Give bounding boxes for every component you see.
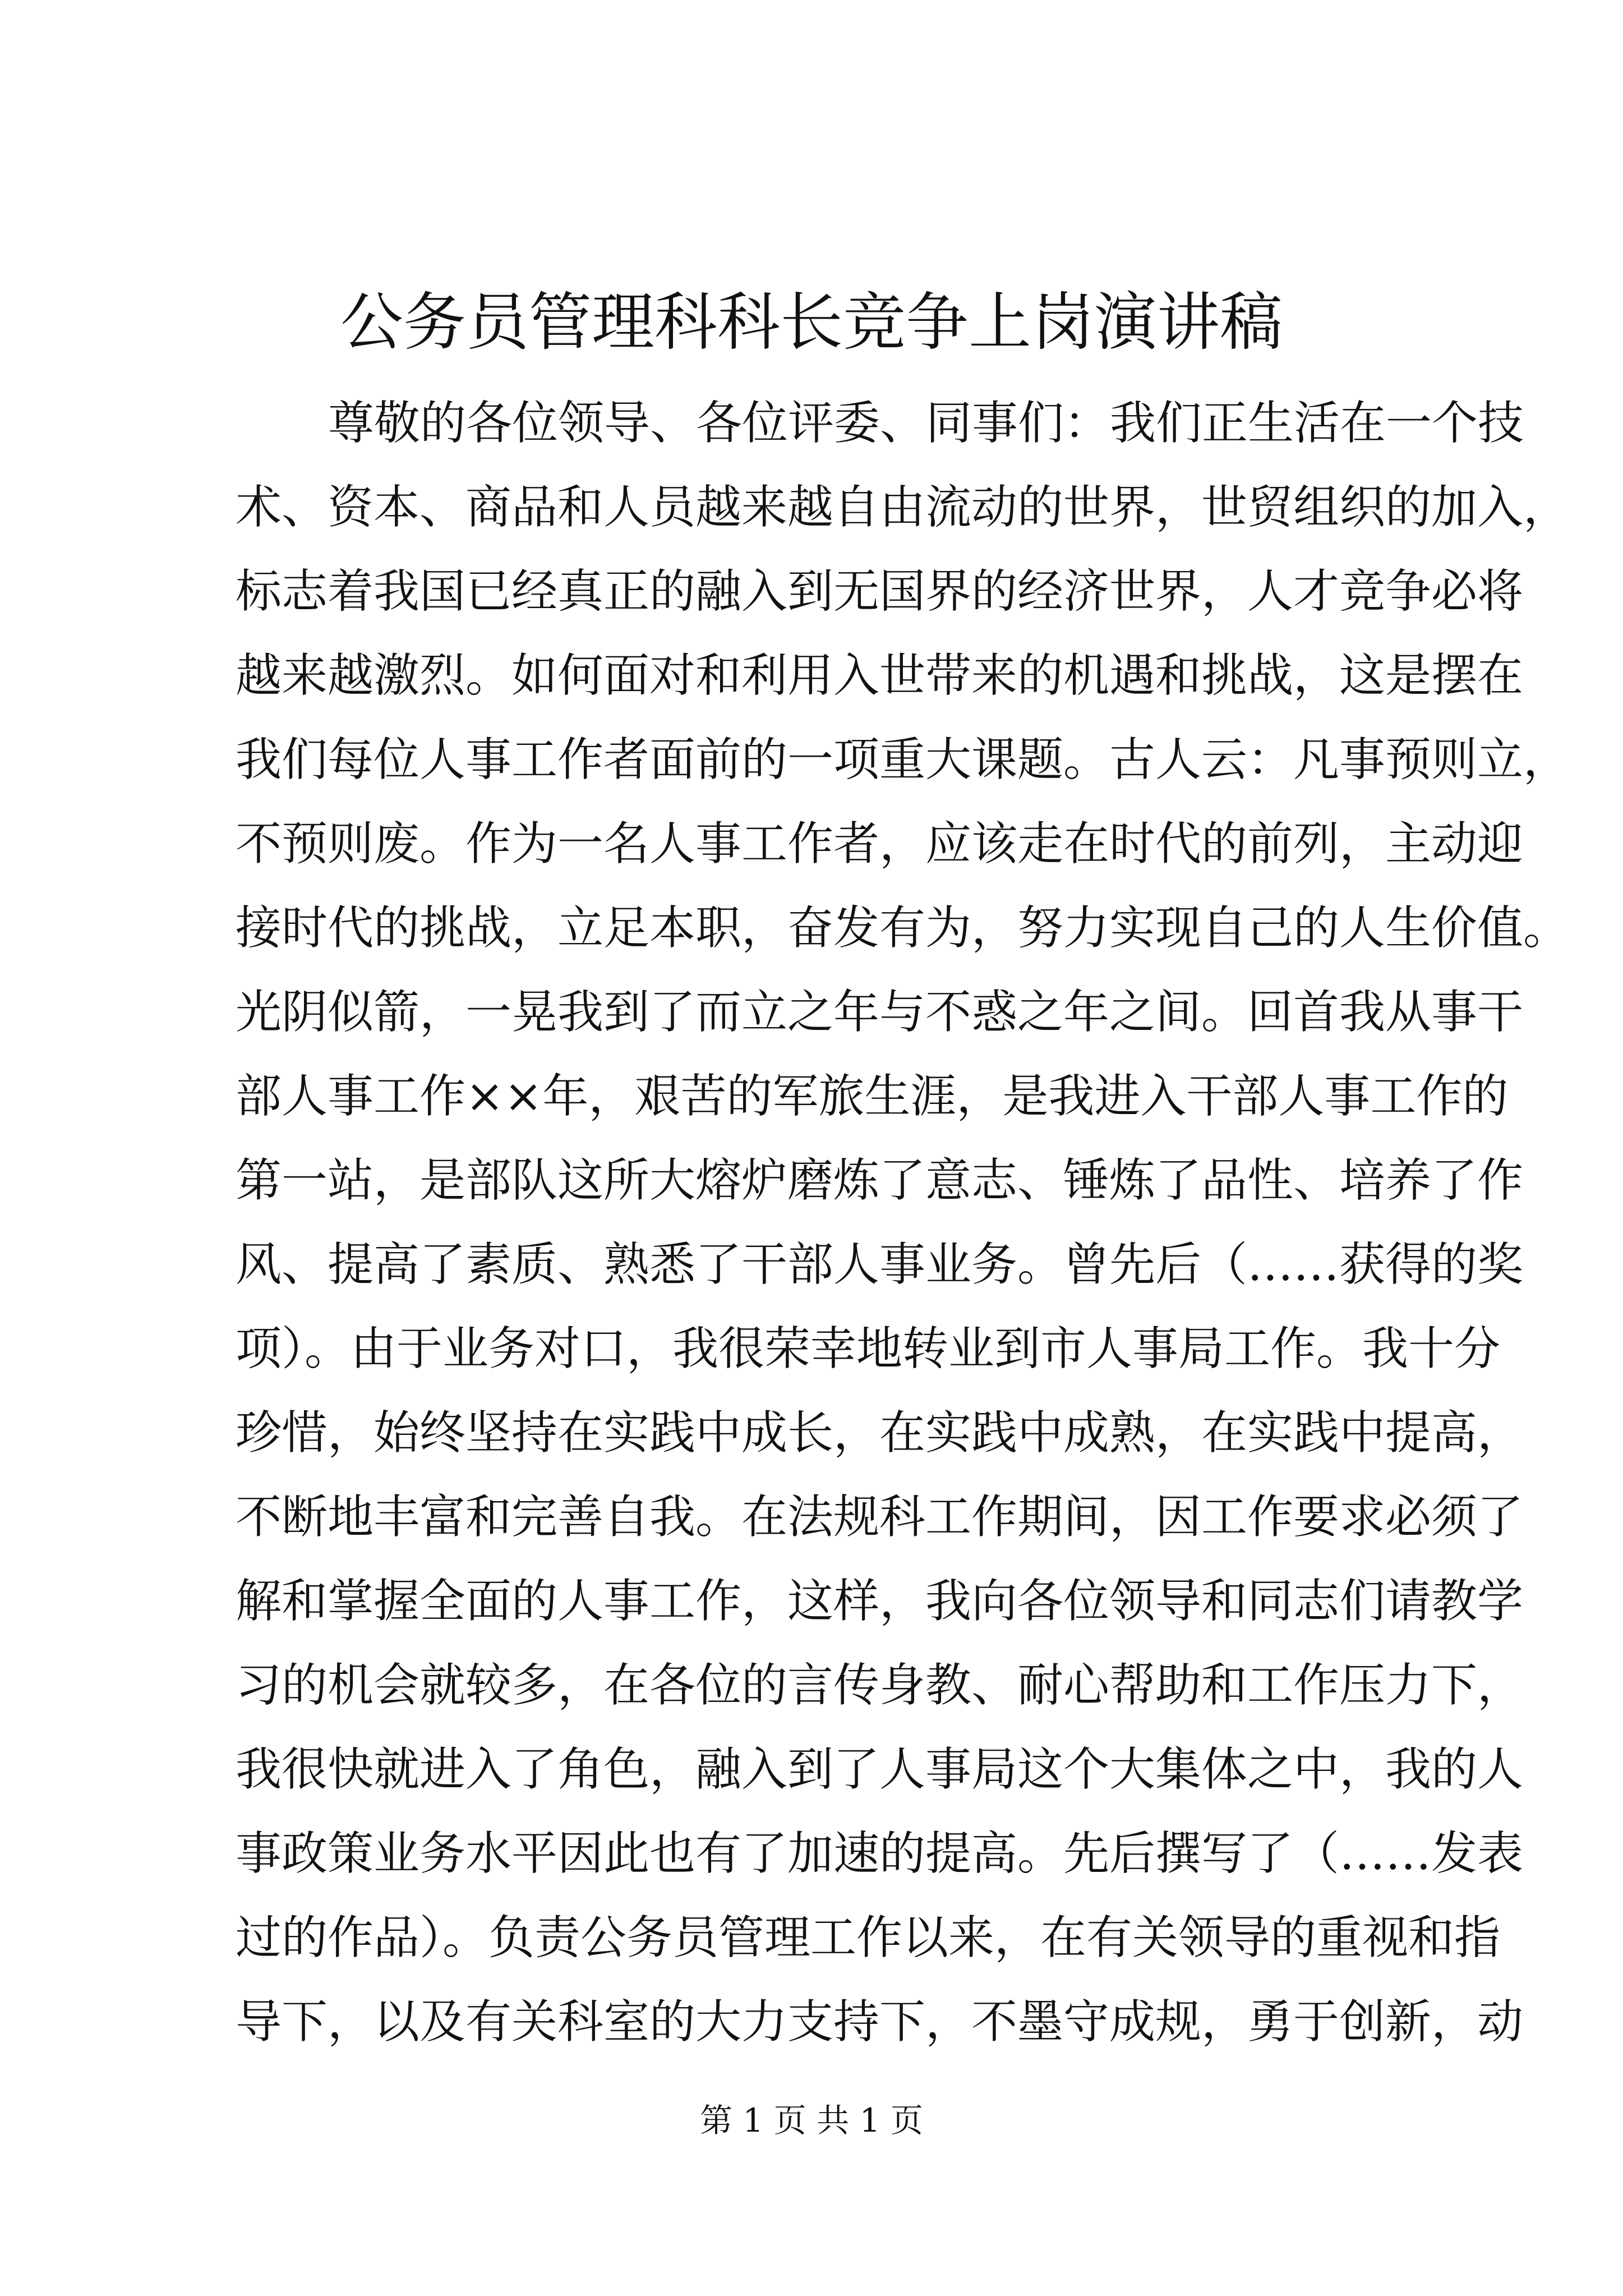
body-line: 珍惜，始终坚持在实践中成长，在实践中成熟，在实践中提高， bbox=[236, 1406, 1524, 1460]
body-line: 越来越激烈。如何面对和利用入世带来的机遇和挑战，这是摆在 bbox=[236, 649, 1524, 702]
body-line: 不断地丰富和完善自我。在法规科工作期间，因工作要求必须了 bbox=[236, 1490, 1524, 1544]
body-line: 第一站，是部队这所大熔炉磨炼了意志、锤炼了品性、培养了作 bbox=[236, 1154, 1524, 1207]
body-line: 导下，以及有关科室的大力支持下，不墨守成规，勇于创新，动 bbox=[236, 1995, 1524, 2049]
body-line: 习的机会就较多，在各位的言传身教、耐心帮助和工作压力下， bbox=[236, 1659, 1524, 1712]
body-line: 术、资本、商品和人员越来越自由流动的世界，世贸组织的加入， bbox=[236, 481, 1570, 534]
document-body bbox=[236, 381, 1570, 2064]
body-line: 事政策业务水平因此也有了加速的提高。先后撰写了（……发表 bbox=[236, 1827, 1524, 1880]
body-line: 光阴似箭，一晃我到了而立之年与不惑之年之间。回首我从事干 bbox=[236, 986, 1524, 1039]
body-line: 部人事工作××年，艰苦的军旅生涯，是我进入干部人事工作的 bbox=[236, 1070, 1509, 1123]
body-line: 尊敬的各位领导、各位评委、同事们：我们正生活在一个技 bbox=[328, 397, 1524, 450]
body-line: 我们每位人事工作者面前的一项重大课题。古人云：凡事预则立， bbox=[236, 733, 1570, 786]
document-title: 公务员管理科科长竞争上岗演讲稿 bbox=[340, 286, 1283, 359]
body-line: 项）。由于业务对口，我很荣幸地转业到市人事局工作。我十分 bbox=[236, 1322, 1501, 1375]
body-line: 接时代的挑战，立足本职，奋发有为，努力实现自己的人生价值。 bbox=[236, 901, 1570, 955]
body-line: 风、提高了素质、熟悉了干部人事业务。曾先后（……获得的奖 bbox=[236, 1238, 1524, 1291]
body-line: 标志着我国已经真正的融入到无国界的经济世界，人才竞争必将 bbox=[236, 565, 1524, 618]
body-line: 我很快就进入了角色，融入到了人事局这个大集体之中，我的人 bbox=[236, 1743, 1524, 1796]
body-line: 过的作品）。负责公务员管理工作以来，在有关领导的重视和指 bbox=[236, 1911, 1501, 1964]
body-line: 不预则废。作为一名人事工作者，应该走在时代的前列，主动迎 bbox=[236, 817, 1524, 871]
page-number-footer: 第 1 页 共 1 页 bbox=[700, 2101, 923, 2139]
body-line: 解和掌握全面的人事工作，这样，我向各位领导和同志们请教学 bbox=[236, 1575, 1524, 1628]
